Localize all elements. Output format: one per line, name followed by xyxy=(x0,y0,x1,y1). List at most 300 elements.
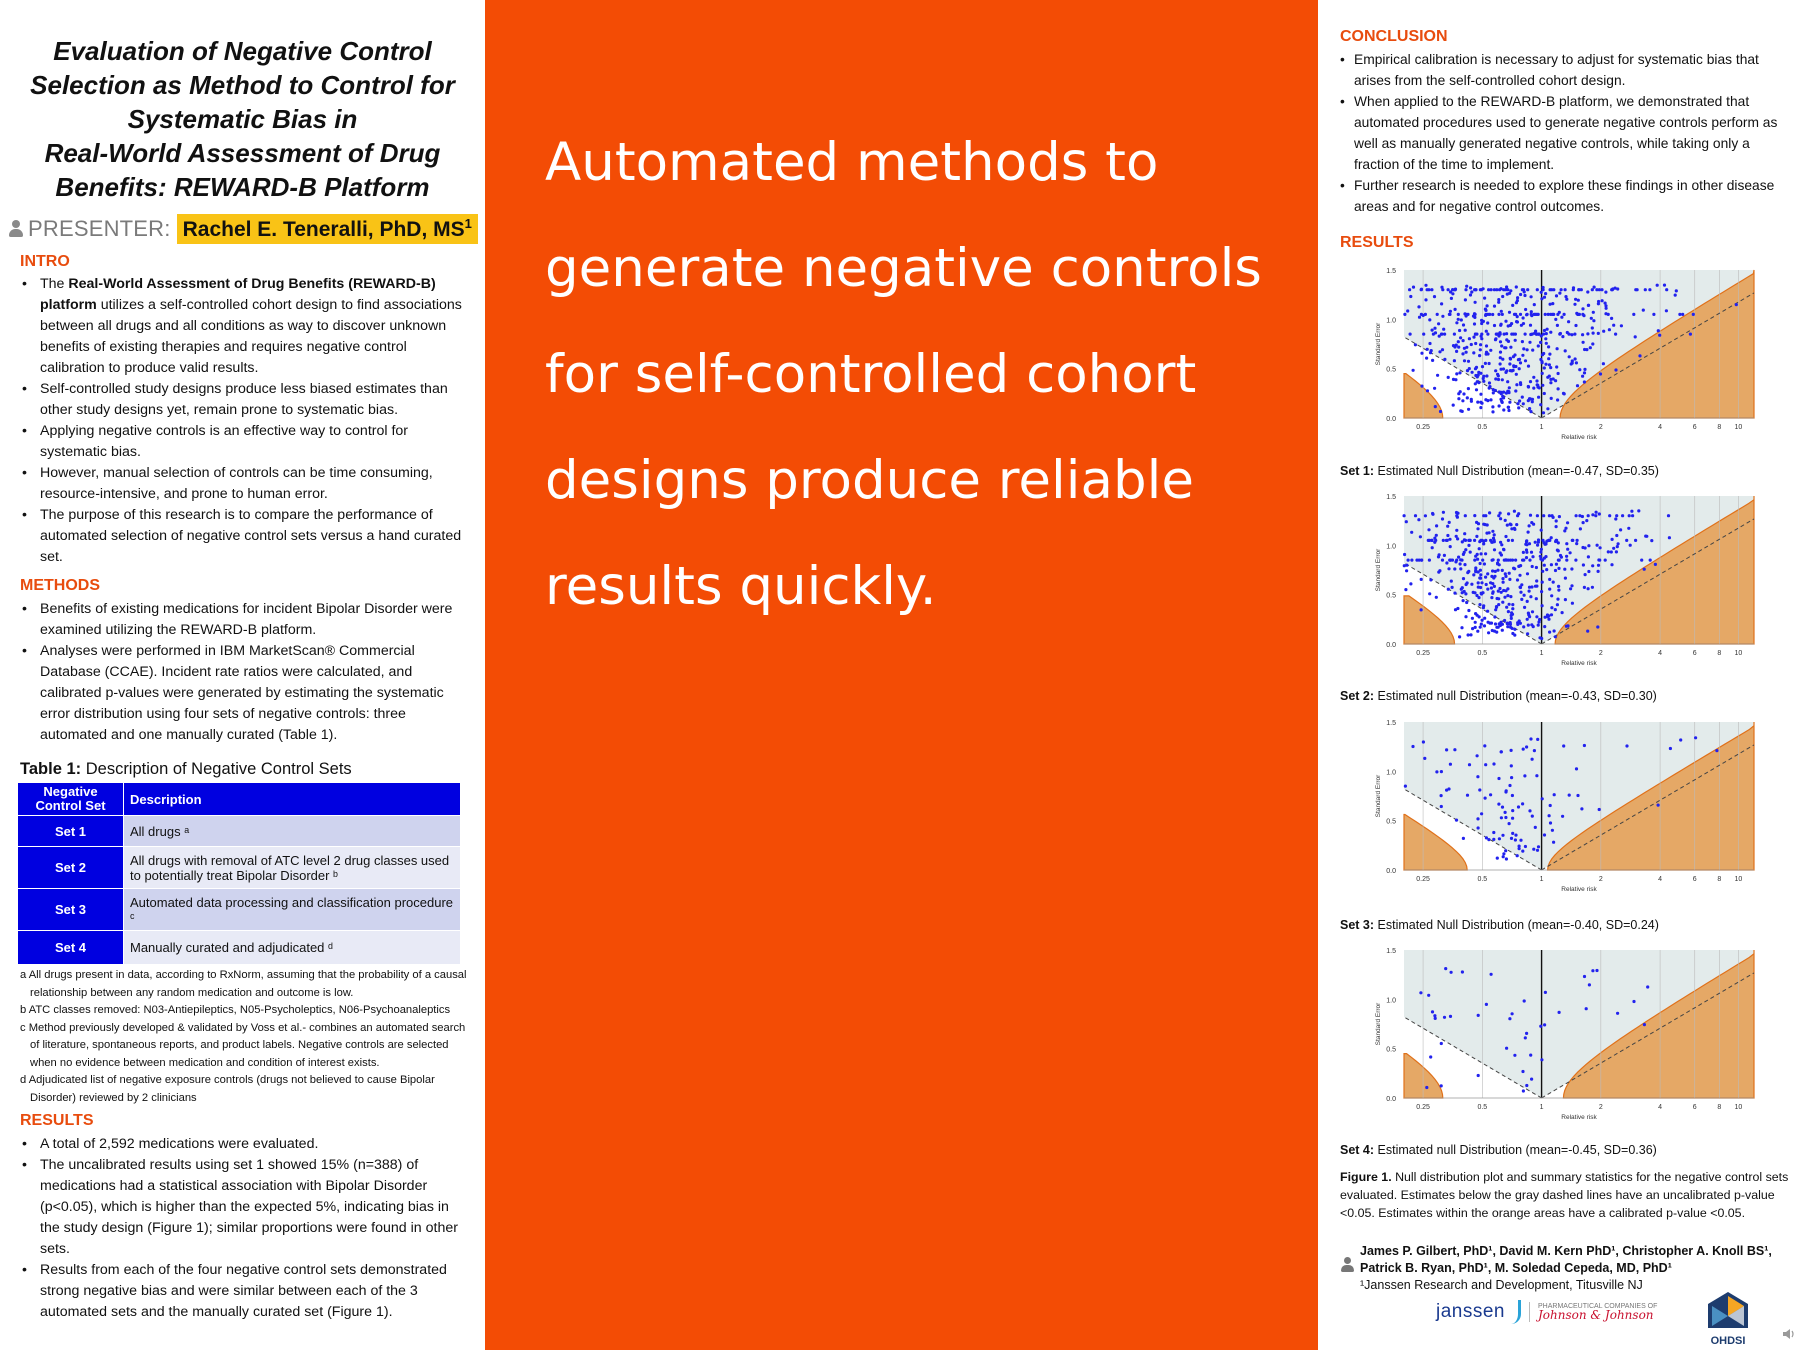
plot-svg xyxy=(1344,710,1784,906)
data-point xyxy=(1553,629,1556,632)
data-point xyxy=(1587,544,1590,547)
null-distribution-plot-4 xyxy=(1344,938,1784,1134)
presenter-name-text: Rachel E. Teneralli, PhD, MS xyxy=(182,218,465,241)
data-point xyxy=(1715,749,1718,752)
data-point xyxy=(1470,290,1473,293)
data-point xyxy=(1460,318,1463,321)
data-point xyxy=(1528,559,1531,562)
data-point xyxy=(1523,606,1526,609)
data-point xyxy=(1549,366,1552,369)
data-point xyxy=(1692,313,1695,316)
data-point xyxy=(1490,622,1493,625)
data-point xyxy=(1570,333,1573,336)
data-point xyxy=(1441,517,1444,520)
data-point xyxy=(1511,794,1514,797)
data-point xyxy=(1501,358,1504,361)
presenter-row xyxy=(8,213,478,245)
data-point xyxy=(1501,623,1504,626)
x-axis-title: Relative risk xyxy=(1561,434,1597,441)
data-point xyxy=(1491,313,1494,316)
data-point xyxy=(1539,1025,1542,1028)
data-point xyxy=(1479,406,1482,409)
data-point xyxy=(1476,527,1479,530)
data-point xyxy=(1554,318,1557,321)
speaker-icon[interactable] xyxy=(1782,1327,1796,1341)
data-point xyxy=(1490,575,1493,578)
table-cell-set: Set 4 xyxy=(18,931,124,965)
data-point xyxy=(1431,359,1434,362)
data-point xyxy=(1474,333,1477,336)
data-point xyxy=(1484,576,1487,579)
data-point xyxy=(1615,550,1618,553)
footnote: a All drugs present in data, according to RxNorm, assuming that the probability of a causal relationship between any random medication and outcome is low. xyxy=(20,969,467,999)
data-point xyxy=(1503,619,1506,622)
data-point xyxy=(1452,404,1455,407)
table-cell-set: Set 3 xyxy=(18,889,124,931)
data-point xyxy=(1497,313,1500,316)
data-point xyxy=(1497,777,1500,780)
data-point xyxy=(1656,284,1659,287)
data-point xyxy=(1405,520,1408,523)
data-point xyxy=(1457,340,1460,343)
data-point xyxy=(1493,548,1496,551)
data-point xyxy=(1467,387,1470,390)
data-point xyxy=(1540,334,1543,337)
data-point xyxy=(1493,324,1496,327)
data-point xyxy=(1500,368,1503,371)
data-point xyxy=(1432,333,1435,336)
data-point xyxy=(1486,304,1489,307)
janssen-logo xyxy=(1436,1300,1657,1324)
data-point xyxy=(1486,313,1489,316)
data-point xyxy=(1571,602,1574,605)
data-point xyxy=(1507,610,1510,613)
data-point xyxy=(1508,784,1511,787)
data-point xyxy=(1502,288,1505,291)
ohdsi-wordmark: OHDSI xyxy=(1710,1335,1746,1347)
data-point xyxy=(1617,542,1620,545)
data-point xyxy=(1535,379,1538,382)
data-point xyxy=(1436,374,1439,377)
data-point xyxy=(1532,387,1535,390)
data-point xyxy=(1462,837,1465,840)
data-point xyxy=(1579,527,1582,530)
data-point xyxy=(1529,514,1532,517)
data-point xyxy=(1525,556,1528,559)
data-point xyxy=(1474,626,1477,629)
data-point xyxy=(1521,1070,1524,1073)
x-tick-label: 4 xyxy=(1658,650,1663,657)
table-footnotes xyxy=(20,967,470,1107)
data-point xyxy=(1552,288,1555,291)
x-tick-label: 2 xyxy=(1598,424,1603,431)
data-point xyxy=(1532,523,1535,526)
data-point xyxy=(1529,595,1532,598)
data-point xyxy=(1524,845,1527,848)
data-point xyxy=(1454,560,1457,563)
table-cell-set: Set 2 xyxy=(18,847,124,889)
data-point xyxy=(1460,626,1463,629)
data-point xyxy=(1463,551,1466,554)
data-point xyxy=(1557,372,1560,375)
data-point xyxy=(1529,1054,1532,1057)
data-point xyxy=(1446,534,1449,537)
data-point xyxy=(1487,631,1490,634)
data-point xyxy=(1474,555,1477,558)
data-point xyxy=(1556,324,1559,327)
data-point xyxy=(1675,289,1678,292)
data-point xyxy=(1464,298,1467,301)
data-point xyxy=(1471,617,1474,620)
data-point xyxy=(1544,616,1547,619)
data-point xyxy=(1545,568,1548,571)
footnote: b ATC classes removed: N03-Antiepileptics, N05-Psycholeptics, N06-Psychoanaleptics xyxy=(20,1004,451,1016)
data-point xyxy=(1515,373,1518,376)
data-point xyxy=(1621,514,1624,517)
data-point xyxy=(1473,322,1476,325)
data-point xyxy=(1467,360,1470,363)
data-point xyxy=(1527,385,1530,388)
data-point xyxy=(1483,617,1486,620)
data-point xyxy=(1581,546,1584,549)
data-point xyxy=(1615,534,1618,537)
data-point xyxy=(1486,321,1489,324)
data-point xyxy=(1504,816,1507,819)
data-point xyxy=(1532,625,1535,628)
y-tick-label: 1.0 xyxy=(1386,317,1396,325)
data-point xyxy=(1511,817,1514,820)
data-point xyxy=(1417,305,1420,308)
data-point xyxy=(1480,319,1483,322)
data-point xyxy=(1412,286,1415,289)
data-point xyxy=(1607,313,1610,316)
data-point xyxy=(1560,316,1563,319)
ohdsi-mark-icon xyxy=(1706,1290,1750,1330)
x-tick-label: 10 xyxy=(1734,1104,1743,1111)
data-point xyxy=(1594,514,1597,517)
data-point xyxy=(1548,578,1551,581)
data-point xyxy=(1505,606,1508,609)
data-point xyxy=(1474,621,1477,624)
y-axis-title: Standard Error xyxy=(1375,548,1382,592)
data-point xyxy=(1533,749,1536,752)
table-cell-desc: Manually curated and adjudicated ᵈ xyxy=(124,931,461,965)
data-point xyxy=(1497,803,1500,806)
data-point xyxy=(1513,634,1516,637)
data-point xyxy=(1455,535,1458,538)
data-point xyxy=(1437,322,1440,325)
set-caption-text: Estimated Null Distribution (mean=-0.40, SD=0.24) xyxy=(1374,918,1659,932)
data-point xyxy=(1445,789,1448,792)
x-tick-label: 6 xyxy=(1692,876,1697,883)
methods-heading: METHODS xyxy=(20,577,100,594)
data-point xyxy=(1479,586,1482,589)
data-point xyxy=(1420,288,1423,291)
data-point xyxy=(1552,581,1555,584)
data-point xyxy=(1474,367,1477,370)
data-point xyxy=(1513,353,1516,356)
data-point xyxy=(1544,292,1547,295)
data-point xyxy=(1548,363,1551,366)
data-point xyxy=(1523,294,1526,297)
data-point xyxy=(1511,603,1514,606)
data-point xyxy=(1550,606,1553,609)
data-point xyxy=(1598,808,1601,811)
data-point xyxy=(1469,286,1472,289)
data-point xyxy=(1558,515,1561,518)
data-point xyxy=(1440,1042,1443,1045)
data-point xyxy=(1577,288,1580,291)
data-point xyxy=(1571,362,1574,365)
data-point xyxy=(1497,378,1500,381)
data-point xyxy=(1423,757,1426,760)
data-point xyxy=(1463,538,1466,541)
data-point xyxy=(1454,378,1457,381)
x-tick-label: 2 xyxy=(1598,1104,1603,1111)
data-point xyxy=(1598,512,1601,515)
x-tick-label: 8 xyxy=(1717,650,1722,657)
data-point xyxy=(1508,1017,1511,1020)
data-point xyxy=(1505,285,1508,288)
data-point xyxy=(1451,586,1454,589)
data-point xyxy=(1549,381,1552,384)
data-point xyxy=(1449,1015,1452,1018)
data-point xyxy=(1513,567,1516,570)
y-tick-label: 1.0 xyxy=(1386,997,1396,1005)
data-point xyxy=(1429,351,1432,354)
data-point xyxy=(1500,344,1503,347)
data-point xyxy=(1479,626,1482,629)
data-point xyxy=(1561,815,1564,818)
data-point xyxy=(1514,313,1517,316)
data-point xyxy=(1476,775,1479,778)
data-point xyxy=(1517,805,1520,808)
data-point xyxy=(1643,568,1646,571)
data-point xyxy=(1645,535,1648,538)
data-point xyxy=(1501,295,1504,298)
ohdsi-logo xyxy=(1698,1290,1758,1347)
data-point xyxy=(1496,333,1499,336)
data-point xyxy=(1583,348,1586,351)
data-point xyxy=(1537,620,1540,623)
data-point xyxy=(1409,295,1412,298)
data-point xyxy=(1519,839,1522,842)
data-point xyxy=(1576,384,1579,387)
data-point xyxy=(1454,308,1457,311)
data-point xyxy=(1490,596,1493,599)
data-point xyxy=(1482,606,1485,609)
data-point xyxy=(1461,399,1464,402)
table-cell-desc: All drugs ᵃ xyxy=(124,816,461,847)
data-point xyxy=(1404,588,1407,591)
data-point xyxy=(1581,313,1584,316)
data-point xyxy=(1477,371,1480,374)
data-point xyxy=(1611,538,1614,541)
data-point xyxy=(1522,322,1525,325)
data-point xyxy=(1634,539,1637,542)
data-point xyxy=(1477,522,1480,525)
data-point xyxy=(1467,609,1470,612)
data-point xyxy=(1511,559,1514,562)
data-point xyxy=(1438,553,1441,556)
data-point xyxy=(1548,631,1551,634)
set-caption xyxy=(1340,689,1657,703)
data-point xyxy=(1541,384,1544,387)
data-point xyxy=(1547,539,1550,542)
data-point xyxy=(1573,333,1576,336)
data-point xyxy=(1543,625,1546,628)
data-point xyxy=(1564,598,1567,601)
list-item: • Empirical calibration is necessary to adjust for systematic bias that arises from the self-controlled cohort design. xyxy=(1340,49,1792,91)
table-header-set: Negative Control Set xyxy=(18,783,124,816)
data-point xyxy=(1478,576,1481,579)
data-point xyxy=(1694,736,1697,739)
data-point xyxy=(1502,852,1505,855)
data-point xyxy=(1500,553,1503,556)
data-point xyxy=(1535,597,1538,600)
data-point xyxy=(1407,559,1410,562)
data-point xyxy=(1646,985,1649,988)
data-point xyxy=(1563,568,1566,571)
data-point xyxy=(1580,807,1583,810)
data-point xyxy=(1519,564,1522,567)
data-point xyxy=(1443,1016,1446,1019)
null-distribution-plot-2 xyxy=(1344,484,1784,680)
data-point xyxy=(1429,1055,1432,1058)
data-point xyxy=(1570,584,1573,587)
data-point xyxy=(1586,630,1589,633)
data-point xyxy=(1642,309,1645,312)
data-point xyxy=(1506,625,1509,628)
data-point xyxy=(1543,557,1546,560)
data-point xyxy=(1444,967,1447,970)
data-point xyxy=(1654,563,1657,566)
data-point xyxy=(1483,624,1486,627)
data-point xyxy=(1507,340,1510,343)
data-point xyxy=(1522,402,1525,405)
data-point xyxy=(1507,409,1510,412)
data-point xyxy=(1575,514,1578,517)
x-axis-title: Relative risk xyxy=(1561,886,1597,893)
data-point xyxy=(1526,572,1529,575)
data-point xyxy=(1504,320,1507,323)
data-point xyxy=(1436,313,1439,316)
data-point xyxy=(1544,991,1547,994)
data-point xyxy=(1600,288,1603,291)
set-caption xyxy=(1340,918,1659,932)
x-tick-label: 10 xyxy=(1734,424,1743,431)
data-point xyxy=(1406,309,1409,312)
data-point xyxy=(1522,551,1525,554)
data-point xyxy=(1455,321,1458,324)
y-tick-label: 0.5 xyxy=(1386,366,1396,374)
data-point xyxy=(1526,632,1529,635)
data-point xyxy=(1504,535,1507,538)
data-point xyxy=(1545,342,1548,345)
data-point xyxy=(1529,410,1532,413)
data-point xyxy=(1493,305,1496,308)
data-point xyxy=(1447,288,1450,291)
data-point xyxy=(1587,570,1590,573)
data-point xyxy=(1486,610,1489,613)
data-point xyxy=(1644,288,1647,291)
data-point xyxy=(1414,343,1417,346)
data-point xyxy=(1531,400,1534,403)
data-point xyxy=(1514,834,1517,837)
data-point xyxy=(1531,565,1534,568)
data-point xyxy=(1470,583,1473,586)
data-point xyxy=(1521,340,1524,343)
data-point xyxy=(1448,521,1451,524)
data-point xyxy=(1427,288,1430,291)
data-point xyxy=(1491,410,1494,413)
data-point xyxy=(1564,349,1567,352)
data-point xyxy=(1426,389,1429,392)
data-point xyxy=(1491,569,1494,572)
data-point xyxy=(1403,514,1406,517)
data-point xyxy=(1539,555,1542,558)
intro-list xyxy=(20,274,472,568)
data-point xyxy=(1541,372,1544,375)
data-point xyxy=(1476,817,1479,820)
data-point xyxy=(1587,514,1590,517)
data-point xyxy=(1604,559,1607,562)
data-point xyxy=(1585,519,1588,522)
data-point xyxy=(1506,587,1509,590)
data-point xyxy=(1527,365,1530,368)
data-point xyxy=(1462,323,1465,326)
data-point xyxy=(1557,387,1560,390)
data-point xyxy=(1514,389,1517,392)
data-point xyxy=(1597,564,1600,567)
data-point xyxy=(1571,539,1574,542)
data-point xyxy=(1484,552,1487,555)
data-point xyxy=(1480,592,1483,595)
data-point xyxy=(1488,385,1491,388)
data-point xyxy=(1525,745,1528,748)
data-point xyxy=(1498,404,1501,407)
data-point xyxy=(1591,288,1594,291)
data-point xyxy=(1509,523,1512,526)
y-axis-title: Standard Error xyxy=(1375,1002,1382,1046)
data-point xyxy=(1449,763,1452,766)
data-point xyxy=(1414,514,1417,517)
data-point xyxy=(1456,516,1459,519)
data-point xyxy=(1514,333,1517,336)
data-point xyxy=(1550,613,1553,616)
data-point xyxy=(1650,539,1653,542)
data-point xyxy=(1504,849,1507,852)
data-point xyxy=(1587,555,1590,558)
data-point xyxy=(1556,347,1559,350)
table-caption-text: Description of Negative Control Sets xyxy=(81,760,352,778)
data-point xyxy=(1537,313,1540,316)
data-point xyxy=(1478,354,1481,357)
data-point xyxy=(1536,544,1539,547)
data-point xyxy=(1431,546,1434,549)
set-caption-text: Estimated Null Distribution (mean=-0.47, SD=0.35) xyxy=(1374,464,1659,478)
data-point xyxy=(1473,539,1476,542)
data-point xyxy=(1438,350,1441,353)
data-point xyxy=(1517,406,1520,409)
figure-caption-text: Null distribution plot and summary statistics for the negative control sets evaluated. Estimates below the gray dashed lines have an uncalibrated p-value <0.05. Estimates within the orange areas have a calibrated p-value <0.05. xyxy=(1340,1170,1789,1220)
poster-title xyxy=(10,34,475,204)
data-point xyxy=(1548,514,1551,517)
data-point xyxy=(1558,1011,1561,1014)
data-point xyxy=(1614,517,1617,520)
data-point xyxy=(1549,288,1552,291)
data-point xyxy=(1519,381,1522,384)
